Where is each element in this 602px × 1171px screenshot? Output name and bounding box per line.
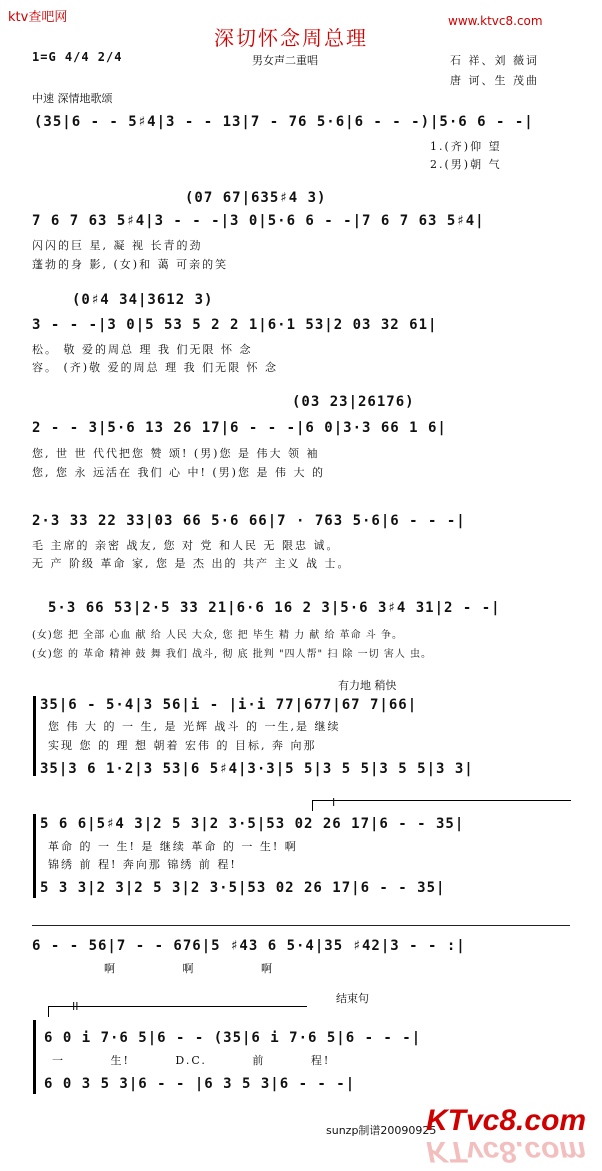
score-system-1: (35|6 - - 5♯4|3 - - 13|7 - 76 5·6|6 - - -)|5·6 6 - -| bbox=[34, 114, 534, 130]
lyric-line: (女)您 的 革命 精神 鼓 舞 我们 战斗, 彻 底 批判 "四人帮" 扫 除 一切 害人 虫。 bbox=[32, 649, 433, 660]
part-bracket bbox=[33, 1020, 36, 1094]
score-system-10-lower: 6 0 3 5 3|6 - - |6 3 5 3|6 - - -| bbox=[44, 1076, 356, 1092]
lyric-line: (女)您 把 全部 心血 献 给 人民 大众, 您 把 毕生 精 力 献 给 革命 斗 争。 bbox=[32, 630, 404, 641]
cue-notes: (07 67|635♯4 3) bbox=[185, 190, 327, 206]
lyric-line: 您, 世 世 代代把您 赞 颂! (男)您 是 伟大 领 袖 bbox=[32, 447, 320, 460]
site-url-right: www.ktvc8.com bbox=[448, 14, 543, 28]
system-separator bbox=[32, 925, 570, 926]
volta-bracket-2 bbox=[48, 1006, 307, 1017]
lyric-line: 实现 您 的 理 想 朝着 宏伟 的 目标, 奔 向那 bbox=[48, 739, 317, 752]
song-title: 深切怀念周总理 bbox=[214, 26, 368, 50]
lyric-line: 您, 您 永 远活在 我们 心 中! (男)您 是 伟 大 的 bbox=[32, 466, 325, 479]
key-signature: 1=G 4/4 2/4 bbox=[32, 50, 123, 64]
ending-marking: 结束句 bbox=[336, 992, 369, 1005]
score-system-9: 6 - - 56|7 - - 676|5 ♯43 6 5·4|35 ♯42|3 - - :| bbox=[32, 938, 466, 954]
volta-number: I bbox=[332, 796, 336, 809]
score-system-3: 3 - - -|3 0|5 53 5 2 2 1|6·1 53|2 03 32 61| bbox=[32, 317, 438, 333]
performance-type: 男女声二重唱 bbox=[252, 54, 318, 67]
score-system-7-upper: 35|6 - 5·4|3 56|i - |i·i 77|677|67 7|66| bbox=[40, 697, 418, 713]
lyric-line: 1.(齐)仰 望 bbox=[430, 140, 502, 153]
score-system-10-upper: 6 0 i 7·6 5|6 - - (35|6 i 7·6 5|6 - - -| bbox=[44, 1030, 422, 1046]
score-system-4: 2 - - 3|5·6 13 26 17|6 - - -|6 0|3·3 66 1 6| bbox=[32, 420, 447, 436]
part-bracket bbox=[33, 814, 36, 898]
part-bracket bbox=[33, 696, 36, 776]
expression-marking: 有力地 稍快 bbox=[338, 679, 397, 692]
tempo-marking: 中速 深情地歌颂 bbox=[32, 92, 113, 105]
lyric-line: 毛 主席的 亲密 战友, 您 对 党 和人民 无 限忠 诚。 bbox=[32, 539, 340, 552]
transcriber-credit: sunzp制谱20090925 bbox=[326, 1124, 437, 1137]
site-logo: KTvc8.com bbox=[426, 1104, 587, 1137]
score-system-8-lower: 5 3 3|2 3|2 5 3|2 3·5|53 02 26 17|6 - - 35| bbox=[40, 880, 446, 896]
lyric-line: 啊 啊 啊 bbox=[104, 962, 274, 975]
lyric-line: 锦绣 前 程! 奔向那 锦绣 前 程! bbox=[48, 858, 237, 871]
lyric-line: 2.(男)朝 气 bbox=[430, 158, 502, 171]
lyricist-credit: 石 祥、刘 薇词 bbox=[450, 54, 539, 67]
lyric-line: 革命 的 一 生! 是 继续 革命 的 一 生! 啊 bbox=[48, 840, 298, 853]
site-logo-reflection: KTvc8.com bbox=[426, 1135, 587, 1168]
score-system-7-lower: 35|3 6 1·2|3 53|6 5♯4|3·3|5 5|3 5 5|3 5 5|3 3| bbox=[40, 761, 474, 777]
lyric-line: 无 产 阶级 革命 家, 您 是 杰 出的 共产 主义 战 士。 bbox=[32, 557, 351, 570]
site-name-left: ktv查吧网 bbox=[8, 10, 68, 25]
lyric-line: 容。 (齐)敬 爱的周总 理 我 们无限 怀 念 bbox=[32, 361, 279, 374]
score-system-8-upper: 5 6 6|5♯4 3|2 5 3|2 3·5|53 02 26 17|6 - - 35| bbox=[40, 816, 465, 832]
lyric-line: 蓬勃的身 影, (女)和 蔼 可亲的笑 bbox=[32, 258, 229, 271]
lyric-line: 闪闪的巨 星, 凝 视 长青的劲 bbox=[32, 239, 203, 252]
score-system-2: 7 6 7 63 5♯4|3 - - -|3 0|5·6 6 - -|7 6 7 63 5♯4| bbox=[32, 213, 485, 229]
composer-credit: 唐 诃、生 茂曲 bbox=[450, 74, 539, 87]
score-system-5: 2·3 33 22 33|03 66 5·6 66|7 · 763 5·6|6 - - -| bbox=[32, 513, 466, 529]
lyric-line: 松。 敬 爱的周总 理 我 们无限 怀 念 bbox=[32, 343, 253, 356]
lyric-line: 一 生! D.C. 前 程! bbox=[52, 1054, 331, 1067]
volta-number: II bbox=[72, 1000, 79, 1013]
lyric-line: 您 伟 大 的 一 生, 是 光辉 战斗 的 一生,是 继续 bbox=[48, 720, 341, 733]
cue-notes: (0♯4 34|3612 3) bbox=[72, 292, 214, 308]
cue-notes: (03 23|26176) bbox=[292, 394, 415, 410]
volta-bracket-1 bbox=[312, 800, 571, 811]
score-system-6: 5·3 66 53|2·5 33 21|6·6 16 2 3|5·6 3♯4 31|2 - -| bbox=[48, 600, 501, 616]
